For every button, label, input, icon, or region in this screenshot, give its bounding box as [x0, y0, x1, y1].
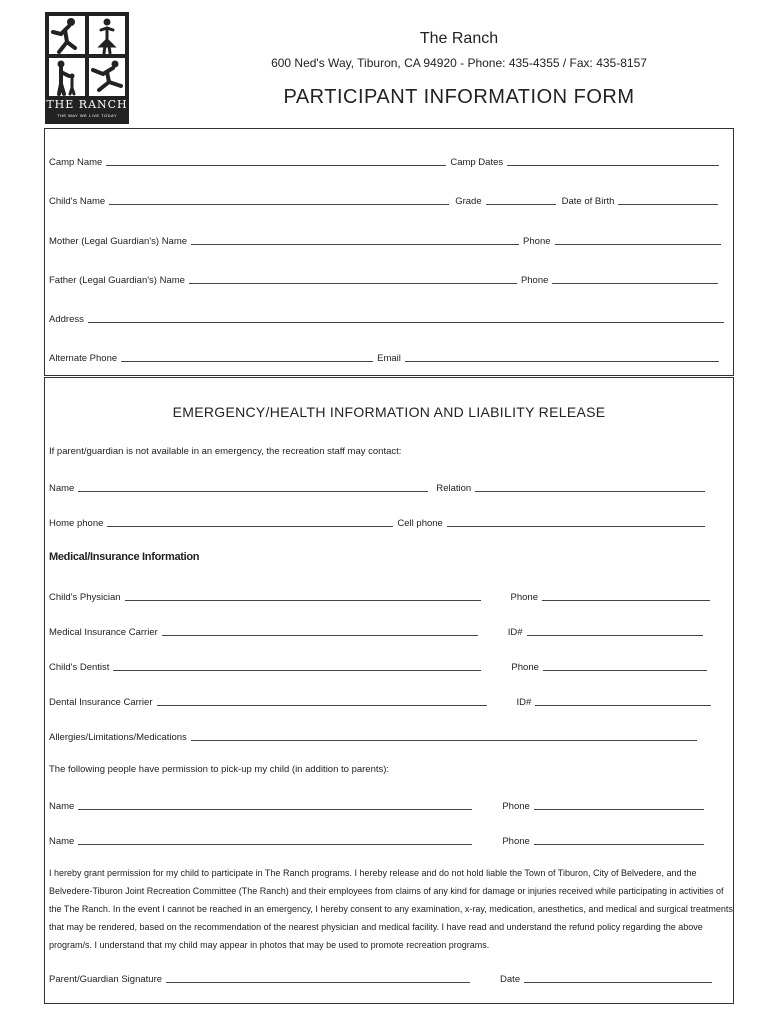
camp-name-label: Camp Name	[49, 157, 103, 168]
camp-dates-field[interactable]	[507, 165, 719, 166]
pickup-name-label: Name	[49, 836, 75, 847]
medical-carrier-field[interactable]	[162, 635, 478, 636]
pickup-phone-field[interactable]	[534, 809, 704, 810]
cell-phone-label: Cell phone	[397, 518, 443, 529]
childs-name-field[interactable]	[109, 204, 449, 205]
pickup-row-2	[49, 831, 729, 847]
cell-phone-field[interactable]	[447, 526, 705, 527]
dental-carrier-field[interactable]	[157, 705, 487, 706]
dental-id-field[interactable]	[535, 705, 711, 706]
dentist-label: Child's Dentist	[49, 662, 110, 673]
allergies-label: Allergies/Limitations/Medications	[49, 732, 187, 743]
childs-name-label: Child's Name	[49, 196, 106, 207]
dentist-phone-label: Phone	[511, 662, 539, 673]
dentist-phone-field[interactable]	[543, 670, 707, 671]
pickup-name-label: Name	[49, 801, 75, 812]
alt-phone-row	[49, 348, 729, 364]
physician-label: Child's Physician	[49, 592, 121, 603]
address-row	[49, 309, 729, 325]
allergies-field[interactable]	[191, 740, 697, 741]
pickup-phone-label: Phone	[502, 836, 530, 847]
mother-row	[49, 231, 729, 247]
physician-phone-label: Phone	[510, 592, 538, 603]
dentist-row	[49, 657, 729, 673]
dental-carrier-label: Dental Insurance Carrier	[49, 697, 153, 708]
emergency-title: EMERGENCY/HEALTH INFORMATION AND LIABILITY RELEASE	[172, 404, 606, 420]
organization-address: 600 Ned's Way, Tiburon, CA 94920 - Phone: 435-4355 / Fax: 435-8157	[271, 56, 647, 70]
emergency-name-label: Name	[49, 483, 75, 494]
pickup-name-field[interactable]	[78, 844, 472, 845]
grade-label: Grade	[455, 196, 482, 207]
dental-id-label: ID#	[516, 697, 532, 708]
address-field[interactable]	[88, 322, 724, 323]
pickup-intro: The following people have permission to pick-up my child (in addition to parents):	[49, 764, 390, 775]
mother-name-field[interactable]	[191, 244, 519, 245]
mother-phone-label: Phone	[523, 236, 551, 247]
father-name-field[interactable]	[189, 283, 517, 284]
medical-heading: Medical/Insurance Information	[49, 551, 200, 563]
pickup-name-field[interactable]	[78, 809, 472, 810]
alt-phone-label: Alternate Phone	[49, 353, 118, 364]
signature-row	[49, 969, 729, 985]
grade-field[interactable]	[486, 204, 556, 205]
allergies-row	[49, 727, 729, 743]
dental-carrier-row	[49, 692, 729, 708]
relation-field[interactable]	[475, 491, 705, 492]
dob-field[interactable]	[618, 204, 718, 205]
pickup-row-1	[49, 796, 729, 812]
home-phone-label: Home phone	[49, 518, 104, 529]
emergency-name-field[interactable]	[78, 491, 428, 492]
email-label: Email	[377, 353, 401, 364]
email-field[interactable]	[405, 361, 719, 362]
date-label: Date	[500, 974, 521, 985]
emergency-phone-row	[49, 513, 729, 529]
camp-name-field[interactable]	[106, 165, 446, 166]
camp-dates-label: Camp Dates	[450, 157, 504, 168]
emergency-contact-row	[49, 478, 729, 494]
child-row	[49, 191, 729, 207]
logo-text: THE RANCH	[46, 98, 128, 111]
father-row	[49, 270, 729, 286]
mother-phone-field[interactable]	[555, 244, 721, 245]
father-phone-field[interactable]	[552, 283, 718, 284]
alt-phone-field[interactable]	[121, 361, 373, 362]
pickup-phone-label: Phone	[502, 801, 530, 812]
father-name-label: Father (Legal Guardian's) Name	[49, 275, 185, 286]
address-label: Address	[49, 314, 84, 325]
logo-tagline: THE WAY WE LIVE TODAY	[57, 113, 117, 118]
physician-phone-field[interactable]	[542, 600, 710, 601]
relation-label: Relation	[436, 483, 472, 494]
medical-id-label: ID#	[507, 627, 523, 638]
medical-id-field[interactable]	[527, 635, 703, 636]
organization-name: The Ranch	[419, 30, 499, 47]
liability-release-text: I hereby grant permission for my child to participate in The Ranch programs. I hereby release and do not hold liable the Town of Tiburon, City of Belvedere, and the Belvedere-Tiburon Joint Recreation Committee (The Ranch) and their employees from claims of any kind for damage or injuries received while participating in activities of the The Ranch. In the event I cannot be reached in an emergency, I hereby consent to any examination, x-ray, medication, anesthetics, and medical and surgical treatments that may be rendered, based on the recommendation of the nearest physician and medical facility. I have read and understand the refund policy regarding the above program/s. I understand that my child may appear in photos that may be used to promote recreation programs.	[49, 868, 733, 950]
signature-field[interactable]	[166, 982, 470, 983]
form-title: PARTICIPANT INFORMATION FORM	[283, 86, 635, 108]
emergency-intro: If parent/guardian is not available in an emergency, the recreation staff may contact:	[49, 446, 402, 457]
father-phone-label: Phone	[520, 275, 549, 286]
medical-carrier-row	[49, 622, 729, 638]
mother-name-label: Mother (Legal Guardian's) Name	[49, 236, 188, 247]
pickup-phone-field[interactable]	[534, 844, 704, 845]
physician-row	[49, 587, 729, 603]
signature-label: Parent/Guardian Signature	[49, 974, 163, 985]
physician-field[interactable]	[125, 600, 481, 601]
medical-carrier-label: Medical Insurance Carrier	[49, 627, 158, 638]
dentist-field[interactable]	[113, 670, 481, 671]
dob-label: Date of Birth	[561, 196, 615, 207]
home-phone-field[interactable]	[107, 526, 393, 527]
date-field[interactable]	[524, 982, 712, 983]
camp-row	[49, 152, 729, 168]
